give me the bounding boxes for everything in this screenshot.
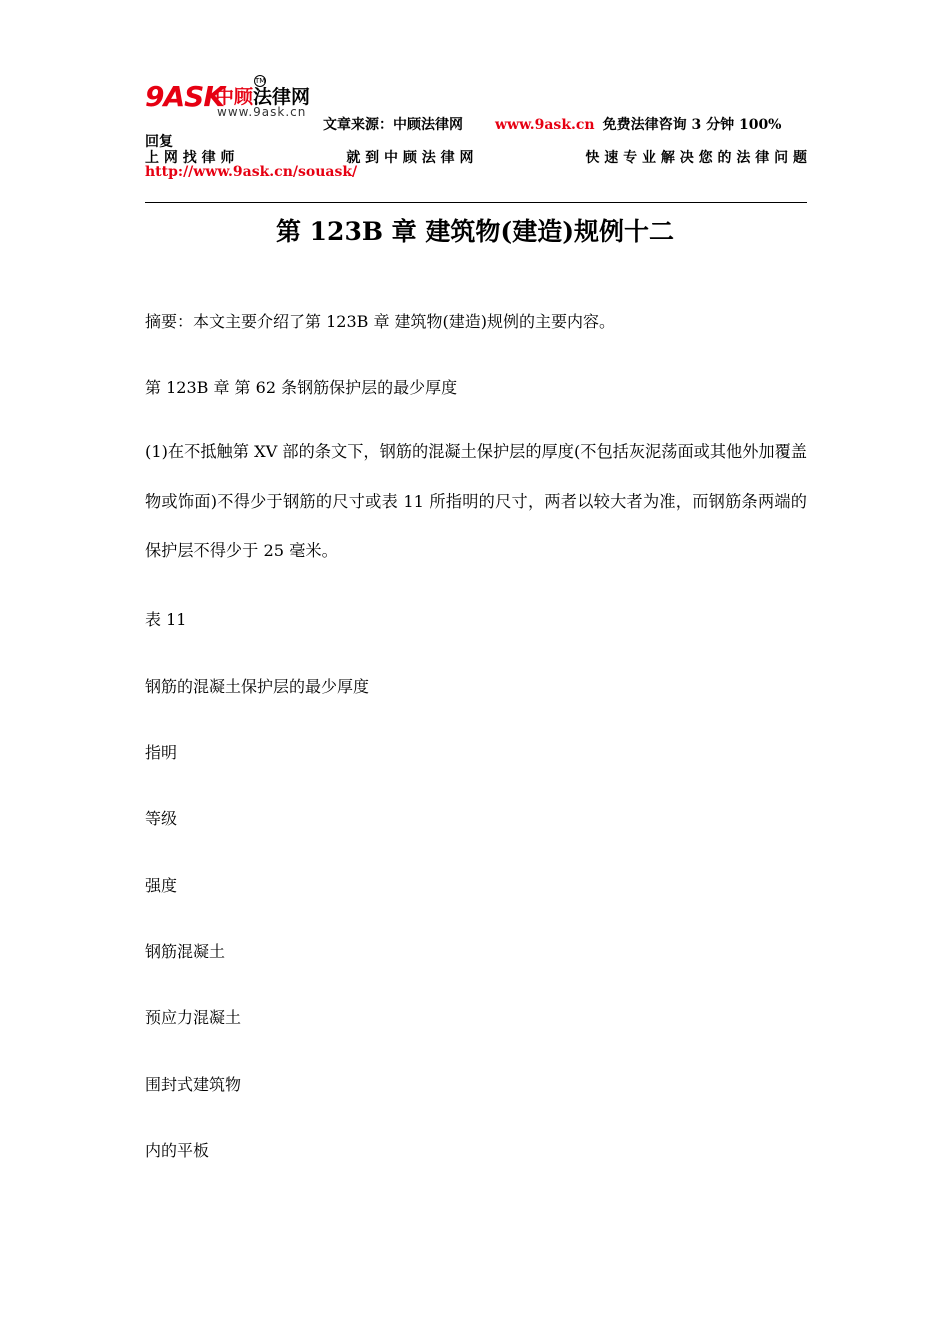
table-cell: 内的平板 [145, 1141, 210, 1160]
trademark-icon: TM [255, 77, 266, 85]
table-cell: 强度 [145, 876, 178, 895]
table-cell: 等级 [145, 809, 178, 828]
source-promo: 免费法律咨询 3 分钟 100% [602, 117, 782, 133]
table-cell: 指明 [145, 743, 178, 762]
souask-link[interactable]: http://www.9ask.cn/souask/ [145, 164, 358, 180]
logo-name-red: 中顾 [215, 86, 254, 108]
slogan-part-3: 快 速 专 业 解 决 您 的 法 律 问 题 [585, 150, 807, 166]
body-paragraph: (1)在不抵触第 XV 部的条文下，钢筋的混凝土保护层的厚度(不包括灰泥荡面或其他外加覆盖物或饰面)不得少于钢筋的尺寸或表 11 所指明的尺寸，两者以较大者为准，而钢筋条两端的保护层不得少于 25 毫米。 [145, 442, 807, 560]
source-line [323, 114, 781, 134]
section-heading: 第 123B 章 第 62 条钢筋保护层的最少厚度 [145, 378, 458, 397]
page-header [145, 74, 807, 204]
logo-name-black: 法律网 [253, 86, 311, 108]
summary-text: 摘要：本文主要介绍了第 123B 章 建筑物(建造)规例的主要内容。 [145, 312, 616, 331]
table-cell: 围封式建筑物 [145, 1075, 242, 1094]
reply-text: 回复 [145, 134, 173, 150]
site-logo[interactable] [145, 74, 325, 122]
document-title: 第 123B 章 建筑物(建造)规例十二 [275, 217, 675, 246]
source-url-link[interactable]: www.9ask.cn [495, 117, 595, 133]
table-cell: 预应力混凝土 [145, 1008, 242, 1027]
slogan-part-1: 上 网 找 律 师 [145, 150, 235, 166]
table-title: 钢筋的混凝土保护层的最少厚度 [145, 677, 370, 696]
logo-mark: 9ASK [145, 80, 225, 113]
slogan-part-2: 就 到 中 顾 法 律 网 [346, 150, 474, 166]
table-cell: 钢筋混凝土 [145, 942, 226, 961]
header-divider [145, 202, 807, 203]
logo-url: www.9ask.cn [217, 105, 307, 119]
table-label: 表 11 [145, 610, 187, 629]
source-label: 文章来源：中顾法律网 [323, 117, 463, 133]
